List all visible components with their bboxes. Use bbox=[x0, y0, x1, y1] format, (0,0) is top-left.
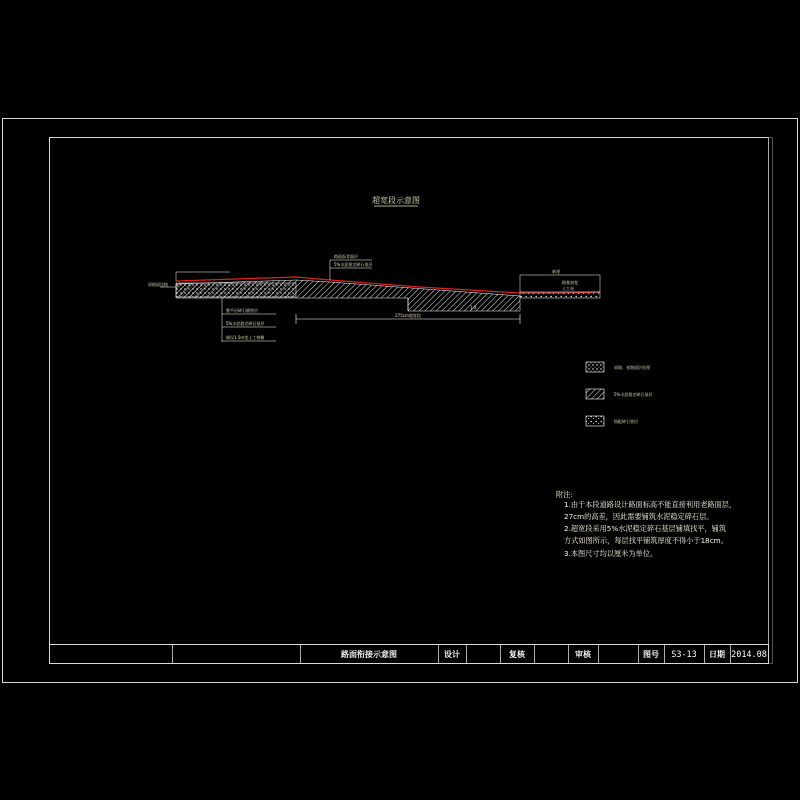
legend-swatch-box bbox=[586, 416, 604, 426]
review-label: 审核 bbox=[575, 650, 591, 659]
callouts-right bbox=[520, 268, 600, 292]
dimension-label: 275cm超宽段 bbox=[395, 313, 421, 318]
figure-no-label: 图号 bbox=[643, 650, 659, 659]
callout-bottom-0: 整平层碎石铺垫层 bbox=[226, 308, 258, 313]
callout-right-0: 新建 bbox=[552, 269, 560, 274]
check-label: 复核 bbox=[509, 650, 525, 659]
title-block bbox=[50, 645, 769, 664]
dimension-label-small: 1:3 bbox=[470, 305, 477, 310]
road-section bbox=[176, 277, 600, 311]
legend-label-1: 5%水泥稳定碎石基层 bbox=[614, 392, 653, 397]
drawing-title: 超宽段示意图 bbox=[372, 196, 420, 205]
note-line-2: 2.超宽段采用5%水泥稳定碎石基层铺填找平，铺筑 bbox=[564, 524, 727, 533]
callouts-bottom bbox=[222, 298, 276, 342]
inner-frame bbox=[50, 138, 769, 664]
legend bbox=[586, 362, 652, 426]
note-line-3: 方式如图所示，每层找平铺筑厚度不得小于18cm。 bbox=[564, 536, 728, 545]
callout-bottom-2: 铺设1.5m宽土工格栅 bbox=[226, 335, 265, 340]
figure-no: S3-13 bbox=[671, 650, 697, 660]
drawing-name: 路面衔接示意图 bbox=[341, 650, 397, 659]
notes bbox=[556, 490, 736, 558]
margin-frame bbox=[769, 138, 773, 664]
legend-label-0: 原路、老路面层处理 bbox=[614, 365, 650, 370]
callout-right-2: 土工布 bbox=[562, 286, 574, 291]
design-label: 设计 bbox=[444, 650, 460, 659]
new-road-section bbox=[520, 292, 600, 298]
callout-bottom-1: 5%水泥稳定碎石基层 bbox=[226, 321, 265, 326]
callouts-mid bbox=[330, 253, 372, 280]
legend-swatch-dots bbox=[586, 362, 604, 372]
date-label: 日期 bbox=[709, 650, 725, 659]
notes-title: 附注: bbox=[556, 490, 573, 499]
legend-swatch-hatch bbox=[586, 389, 604, 399]
legend-label-2: 级配碎石垫层 bbox=[614, 419, 638, 424]
note-line-1: 27cm的高差，因此需要铺筑水泥稳定碎石层。 bbox=[564, 512, 714, 521]
stabilized-base-fill bbox=[176, 280, 520, 311]
callout-left-0: 原路面边线 bbox=[148, 282, 168, 287]
callout-mid-1: 5%水泥稳定碎石基层 bbox=[334, 262, 373, 267]
callout-mid-0: 路面沥青面层 bbox=[334, 254, 358, 259]
note-line-4: 3.本图尺寸均以厘米为单位。 bbox=[564, 549, 658, 558]
date: 2014.08 bbox=[731, 650, 767, 660]
callout-right-1: 路基加宽 bbox=[562, 280, 578, 285]
note-line-0: 1.由于本段道路设计路面标高不能直接利用老路面层， bbox=[564, 500, 737, 509]
